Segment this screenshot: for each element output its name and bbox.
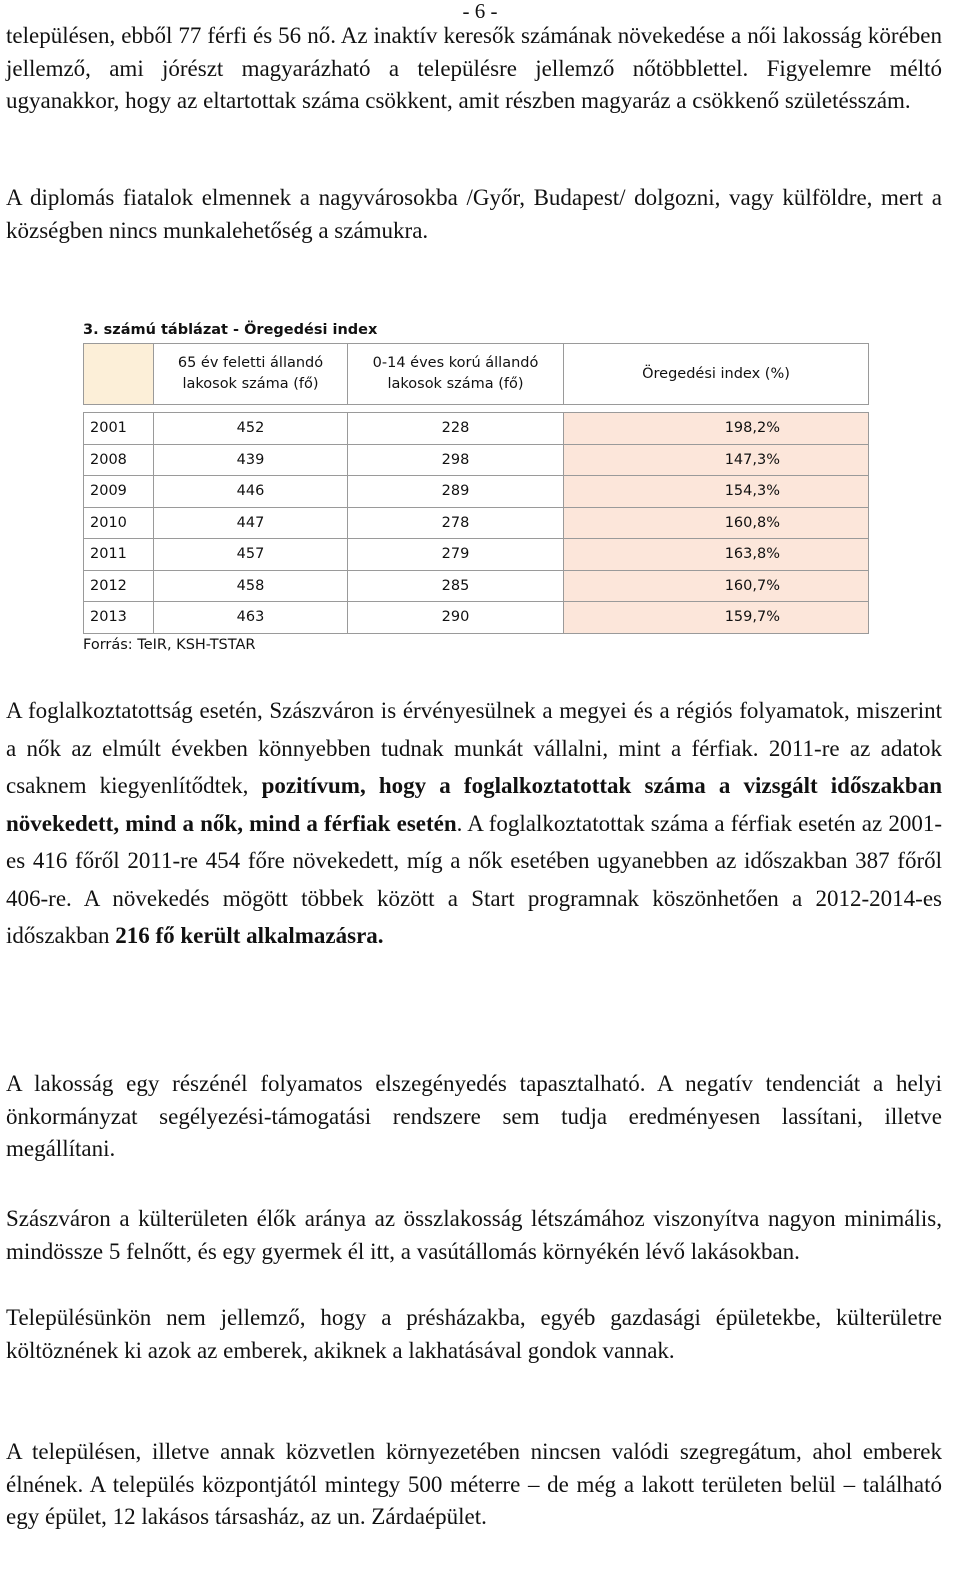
table-spacer-row <box>84 405 869 413</box>
cell-under14: 228 <box>348 413 564 445</box>
page-number: - 6 - <box>462 0 498 23</box>
cell-aging-index: 159,7% <box>564 602 869 634</box>
paragraph-segregation: A településen, illetve annak közvetlen környezetében nincsen valódi szegregátum, ahol emberek élnének. A település központjától mintegy 500 méterre – de még a lakott területen belül – található egy épület, 12 lakásos társasház, az un. Zárdaépület. <box>6 1439 942 1529</box>
cell-aging-index: 163,8% <box>564 539 869 571</box>
cell-aging-index: 160,7% <box>564 570 869 602</box>
table-row <box>84 413 869 445</box>
cell-year: 2013 <box>84 602 154 634</box>
aging-index-table <box>83 343 869 634</box>
cell-aging-index: 147,3% <box>564 444 869 476</box>
employment-bold-216: 216 fő került alkalmazásra. <box>115 923 384 948</box>
cell-aging-index: 154,3% <box>564 476 869 508</box>
table-caption: 3. számú táblázat - Öregedési index <box>83 322 378 338</box>
paragraph-graduates: A diplomás fiatalok elmennek a nagyvárosokba /Győr, Budapest/ dolgozni, vagy külföldre, mert a községben nincs munkalehetőség a számukra. <box>6 185 942 243</box>
paragraph-inactive-earners: településen, ebből 77 férfi és 56 nő. Az inaktív keresők számának növekedése a női lakosság körében jellemző, ami jórészt magyarázható a településre jellemző nőtöbblettel. Figyelemre méltó ugyanakkor, hogy az eltartottak száma csökkent, amit részben magyaráz a csökkenő születésszám. <box>6 23 942 113</box>
table-source: Forrás: TeIR, KSH-TSTAR <box>83 637 256 653</box>
table-header-corner <box>84 344 154 405</box>
paragraph-relocation: Településünkön nem jellemző, hogy a présházakba, egyéb gazdasági épületekbe, külterületre költöznének ki azok az emberek, akiknek a lakhatásával gondok vannak. <box>6 1305 942 1363</box>
cell-over65: 452 <box>154 413 348 445</box>
header-aging-index: Öregedési index (%) <box>564 344 869 405</box>
cell-over65: 446 <box>154 476 348 508</box>
cell-over65: 439 <box>154 444 348 476</box>
cell-year: 2011 <box>84 539 154 571</box>
paragraph-employment <box>6 692 942 955</box>
table-row <box>84 476 869 508</box>
cell-under14: 290 <box>348 602 564 634</box>
cell-over65: 457 <box>154 539 348 571</box>
table-row <box>84 539 869 571</box>
header-under14: 0-14 éves korú állandó lakosok száma (fő) <box>348 344 564 405</box>
cell-year: 2009 <box>84 476 154 508</box>
cell-under14: 278 <box>348 507 564 539</box>
cell-under14: 298 <box>348 444 564 476</box>
employment-bold-positive: pozitívum, hogy a foglalkoztatottak száma a vizsgált időszakban növekedett, mind a nők, mind a férfiak esetén <box>6 773 942 836</box>
cell-under14: 289 <box>348 476 564 508</box>
cell-year: 2010 <box>84 507 154 539</box>
cell-aging-index: 198,2% <box>564 413 869 445</box>
cell-over65: 447 <box>154 507 348 539</box>
cell-year: 2008 <box>84 444 154 476</box>
employment-text-1: A foglalkoztatottság esetén, Szászváron is érvényesülnek a megyei és a régiós folyamatok, miszerint a nők az elmúlt években könnyebben tudnak munkát vállalni, mint a férfiak. 2011-re az adatok csaknem kiegyenlítődtek, <box>6 698 942 798</box>
table-header-row <box>84 344 869 405</box>
header-over65: 65 év feletti állandó lakosok száma (fő) <box>154 344 348 405</box>
cell-under14: 279 <box>348 539 564 571</box>
table-row <box>84 570 869 602</box>
cell-aging-index: 160,8% <box>564 507 869 539</box>
table-row <box>84 444 869 476</box>
employment-text-2: . A foglalkoztatottak száma a férfiak esetén az 2001-es 416 főről 2011-re 454 főre növekedett, míg a nők esetében ugyanebben az időszakban 387 főről 406-re. A növekedés mögött többek között a Start programnak köszönhetően a 2012-2014-es időszakban <box>6 810 942 948</box>
cell-over65: 458 <box>154 570 348 602</box>
cell-year: 2001 <box>84 413 154 445</box>
table-row <box>84 602 869 634</box>
cell-year: 2012 <box>84 570 154 602</box>
paragraph-poverty: A lakosság egy részénél folyamatos elszegényedés tapasztalható. A negatív tendenciát a helyi önkormányzat segélyezési-támogatási rendszere sem tudja eredményesen lassítani, illetve megállítani. <box>6 1071 942 1161</box>
cell-under14: 285 <box>348 570 564 602</box>
cell-over65: 463 <box>154 602 348 634</box>
paragraph-outskirts: Szászváron a külterületen élők aránya az összlakosság létszámához viszonyítva nagyon minimális, mindössze 5 felnőtt, és egy gyermek él itt, a vasútállomás környékén lévő lakásokban. <box>6 1206 942 1264</box>
table-row <box>84 507 869 539</box>
